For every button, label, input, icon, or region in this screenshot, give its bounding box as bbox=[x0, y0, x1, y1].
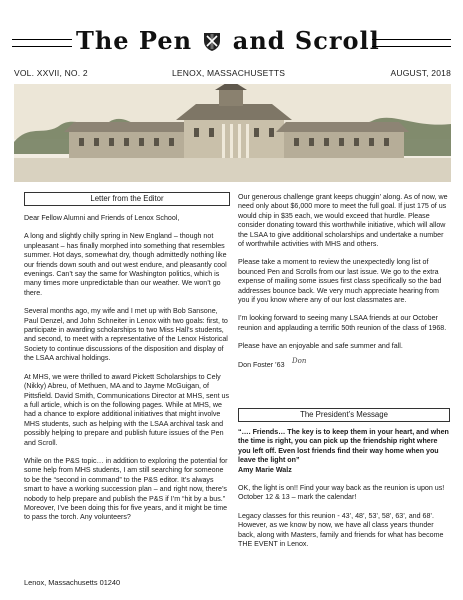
shield-crest-icon bbox=[203, 32, 221, 52]
footer-address: Lenox, Massachusetts 01240 bbox=[24, 578, 121, 587]
editor-signoff bbox=[238, 356, 450, 370]
president-paragraph: OK, the light is on!! Find your way back as the reunion is upon us! October 12 & 13 – mark the calendar! bbox=[238, 484, 445, 502]
campus-illustration bbox=[14, 84, 451, 182]
editor-letter-heading: Letter from the Editor bbox=[24, 192, 230, 206]
letter-paragraph: A long and slightly chilly spring in New England – though not unpleasant – has finally morphed into something that resembles summer. Hot days, somewhat dry, though admittedly nothing like our friends down south and out west endure, and pleasantly cool evenings. Can’t say the same for Washington politics, which is many times more unpredictable than our weather. We won’t go there. bbox=[24, 232, 227, 297]
president-quote: “…. Friends… The key is to keep them in your heart, and when the time is right, you can pick up the friendship right where you left off. Even lost friends find their way home when you leave the light on” bbox=[238, 428, 449, 465]
dateline bbox=[14, 68, 451, 80]
quote-attribution: Amy Marie Walz bbox=[238, 465, 292, 474]
letter-paragraph: At MHS, we were thrilled to award Pickett Scholarships to Cely (Nikky) Abreu, of Methuen, MA and to Jayme McGuigan, of Pittsfield. David Smith, Communications Director at MHS, sent us a full article, which is on the following pages. While at MHS, we had a chance to explore additional initiatives that might involve MHS students, such as helping with the LSAA archival task and possibly helping to prepare and publish future issues of the Pen and Scroll. bbox=[24, 372, 229, 447]
letter-paragraph: While on the P&S topic… in addition to exploring the potential for some help from MHS students, I am still searching for someone to be the “second in command” to the P&S editor. It’s always smart to have a working succession plan – and right now, there’s nobody to help prepare and publish the P&S if I’m “hit by a bus.” Moreover, I’ve been doing this for five years, and it might be time to pass the torch. Any volunteers? bbox=[24, 456, 228, 522]
editor-signoff-name: Don Foster ’63 bbox=[238, 360, 285, 369]
issue-date: AUGUST, 2018 bbox=[390, 68, 451, 78]
letter-paragraph: I’m looking forward to seeing many LSAA friends at our October reunion and applauding a terrific 50th reunion of the class of 1968. bbox=[238, 314, 447, 332]
volume-number: VOL. XXVII, NO. 2 bbox=[14, 68, 88, 78]
masthead-title-left: The Pen bbox=[76, 26, 193, 55]
masthead-title-right: and Scroll bbox=[232, 26, 380, 55]
masthead bbox=[0, 22, 463, 62]
letter-paragraph: Please have an enjoyable and safe summer and fall. bbox=[238, 342, 403, 351]
dateline-place: LENOX, MASSACHUSETTS bbox=[172, 68, 286, 78]
president-message bbox=[238, 408, 450, 558]
president-message-heading: The President’s Message bbox=[238, 408, 450, 422]
letter-paragraph: Please take a moment to review the unexpectedly long list of bounced Pen and Scrolls from our last issue. We go to the extra expense of mailing some issues first class specifically so the bad addresses bounce back. We very much appreciate hearing from you if you know where any of our lost classmates are. bbox=[238, 258, 442, 305]
president-paragraph: Legacy classes for this reunion - 43’, 48’, 53’, 58’, 63’, and 68’. However, as we know by now, we have all class years thunder back, along with Masters, family and friends for what has become THE EVENT in Lenox. bbox=[238, 511, 444, 549]
masthead-rule-left bbox=[12, 39, 72, 47]
editor-letter-column bbox=[24, 192, 230, 532]
editor-signature: Don bbox=[292, 356, 307, 365]
letter-salutation: Dear Fellow Alumni and Friends of Lenox School, bbox=[24, 214, 180, 222]
letter-paragraph: Several months ago, my wife and I met up with Bob Sansone, Paul Denzel, and John Schneiter in Lenox with two goals: first, to participate in awarding scholarships to two Miss Hall’s students, and second, to meet with a representative of the Lenox Historical Society to continue discussions of the disposition and display of the LSAA archival holdings. bbox=[24, 307, 228, 363]
masthead-rule-right bbox=[372, 39, 451, 47]
letter-paragraph: Our generous challenge grant keeps chuggin’ along. As of now, we need only about $6,000 more to meet the full goal. If just 175 of us would chip in $35 each, we would exceed that hurdle. Please consider donating toward this worthwhile initiative, which will allow the LSAA to give additional scholarships and undertake a number of worthwhile activities with MHS and others. bbox=[238, 193, 448, 249]
masthead-title bbox=[76, 26, 380, 55]
editor-letter-continued bbox=[238, 193, 450, 370]
